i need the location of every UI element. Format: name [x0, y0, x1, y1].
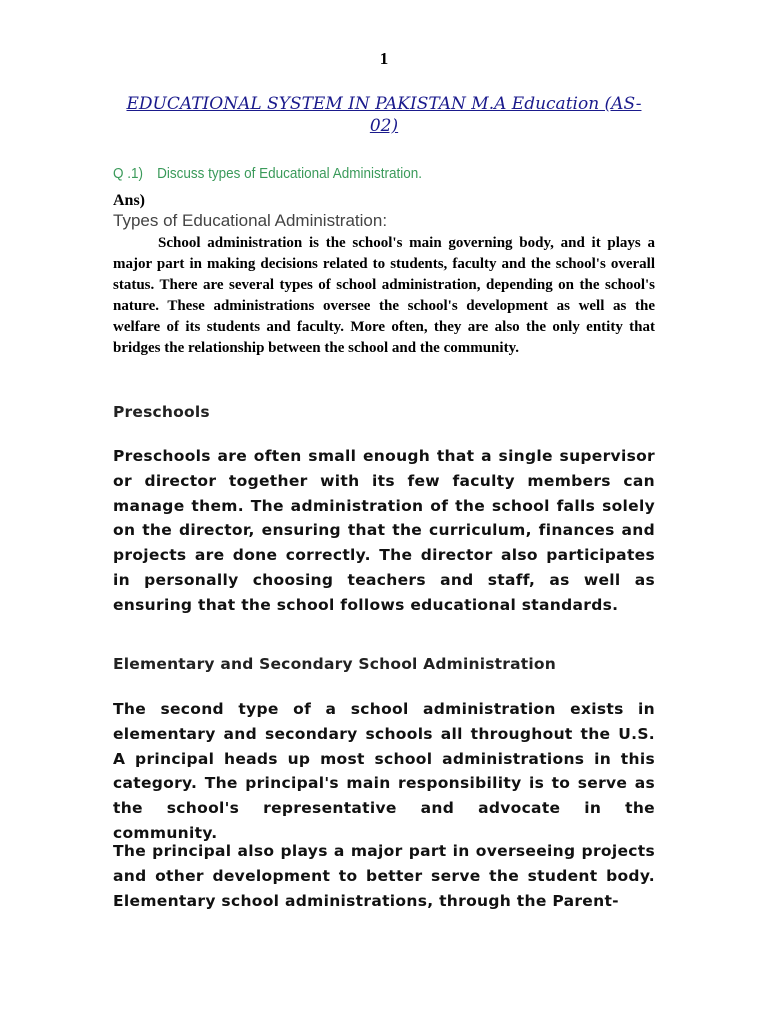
question-number: Q .1) — [113, 165, 144, 182]
intro-paragraph: School administration is the school's main governing body, and it plays a major part in making decisions related to students, faculty and the school's overall status. There are several types of school administration, depending on the school's nature. These administrations oversee the school's development as well as the welfare of its students and faculty. More often, they are also the only entity that bridges the relationship between the school and the community. — [113, 235, 655, 356]
answer-label: Ans) — [113, 192, 146, 209]
elementary-paragraph-2: The principal also plays a major part in overseeing projects and other development to better serve the student body. Elementary school administrations, through the Parent- — [113, 842, 655, 910]
types-heading: Types of Educational Administration: — [113, 211, 388, 230]
page-number: 1 — [379, 49, 389, 68]
preschools-paragraph: Preschools are often small enough that a single supervisor or director together with its few faculty members can manage them. The administration of the school falls solely on the director, ensuring that the curriculum, finances and projects are done correctly. The director also participates in personally choosing teachers and staff, as well as ensuring that the school follows educational standards. — [113, 447, 655, 614]
section-heading-elementary-secondary: Elementary and Secondary School Administration — [113, 655, 556, 673]
document-title: EDUCATIONAL SYSTEM IN PAKISTAN M.A Education (AS-02) — [126, 94, 642, 136]
section-heading-preschools: Preschools — [113, 403, 210, 421]
question — [113, 165, 617, 182]
question-text: Discuss types of Educational Administration. — [157, 165, 422, 182]
elementary-paragraph-1: The second type of a school administration exists in elementary and secondary schools all throughout the U.S. A principal heads up most school administrations in this category. The principal's main responsibility is to serve as the school's representative and advocate in the community. — [113, 700, 655, 842]
